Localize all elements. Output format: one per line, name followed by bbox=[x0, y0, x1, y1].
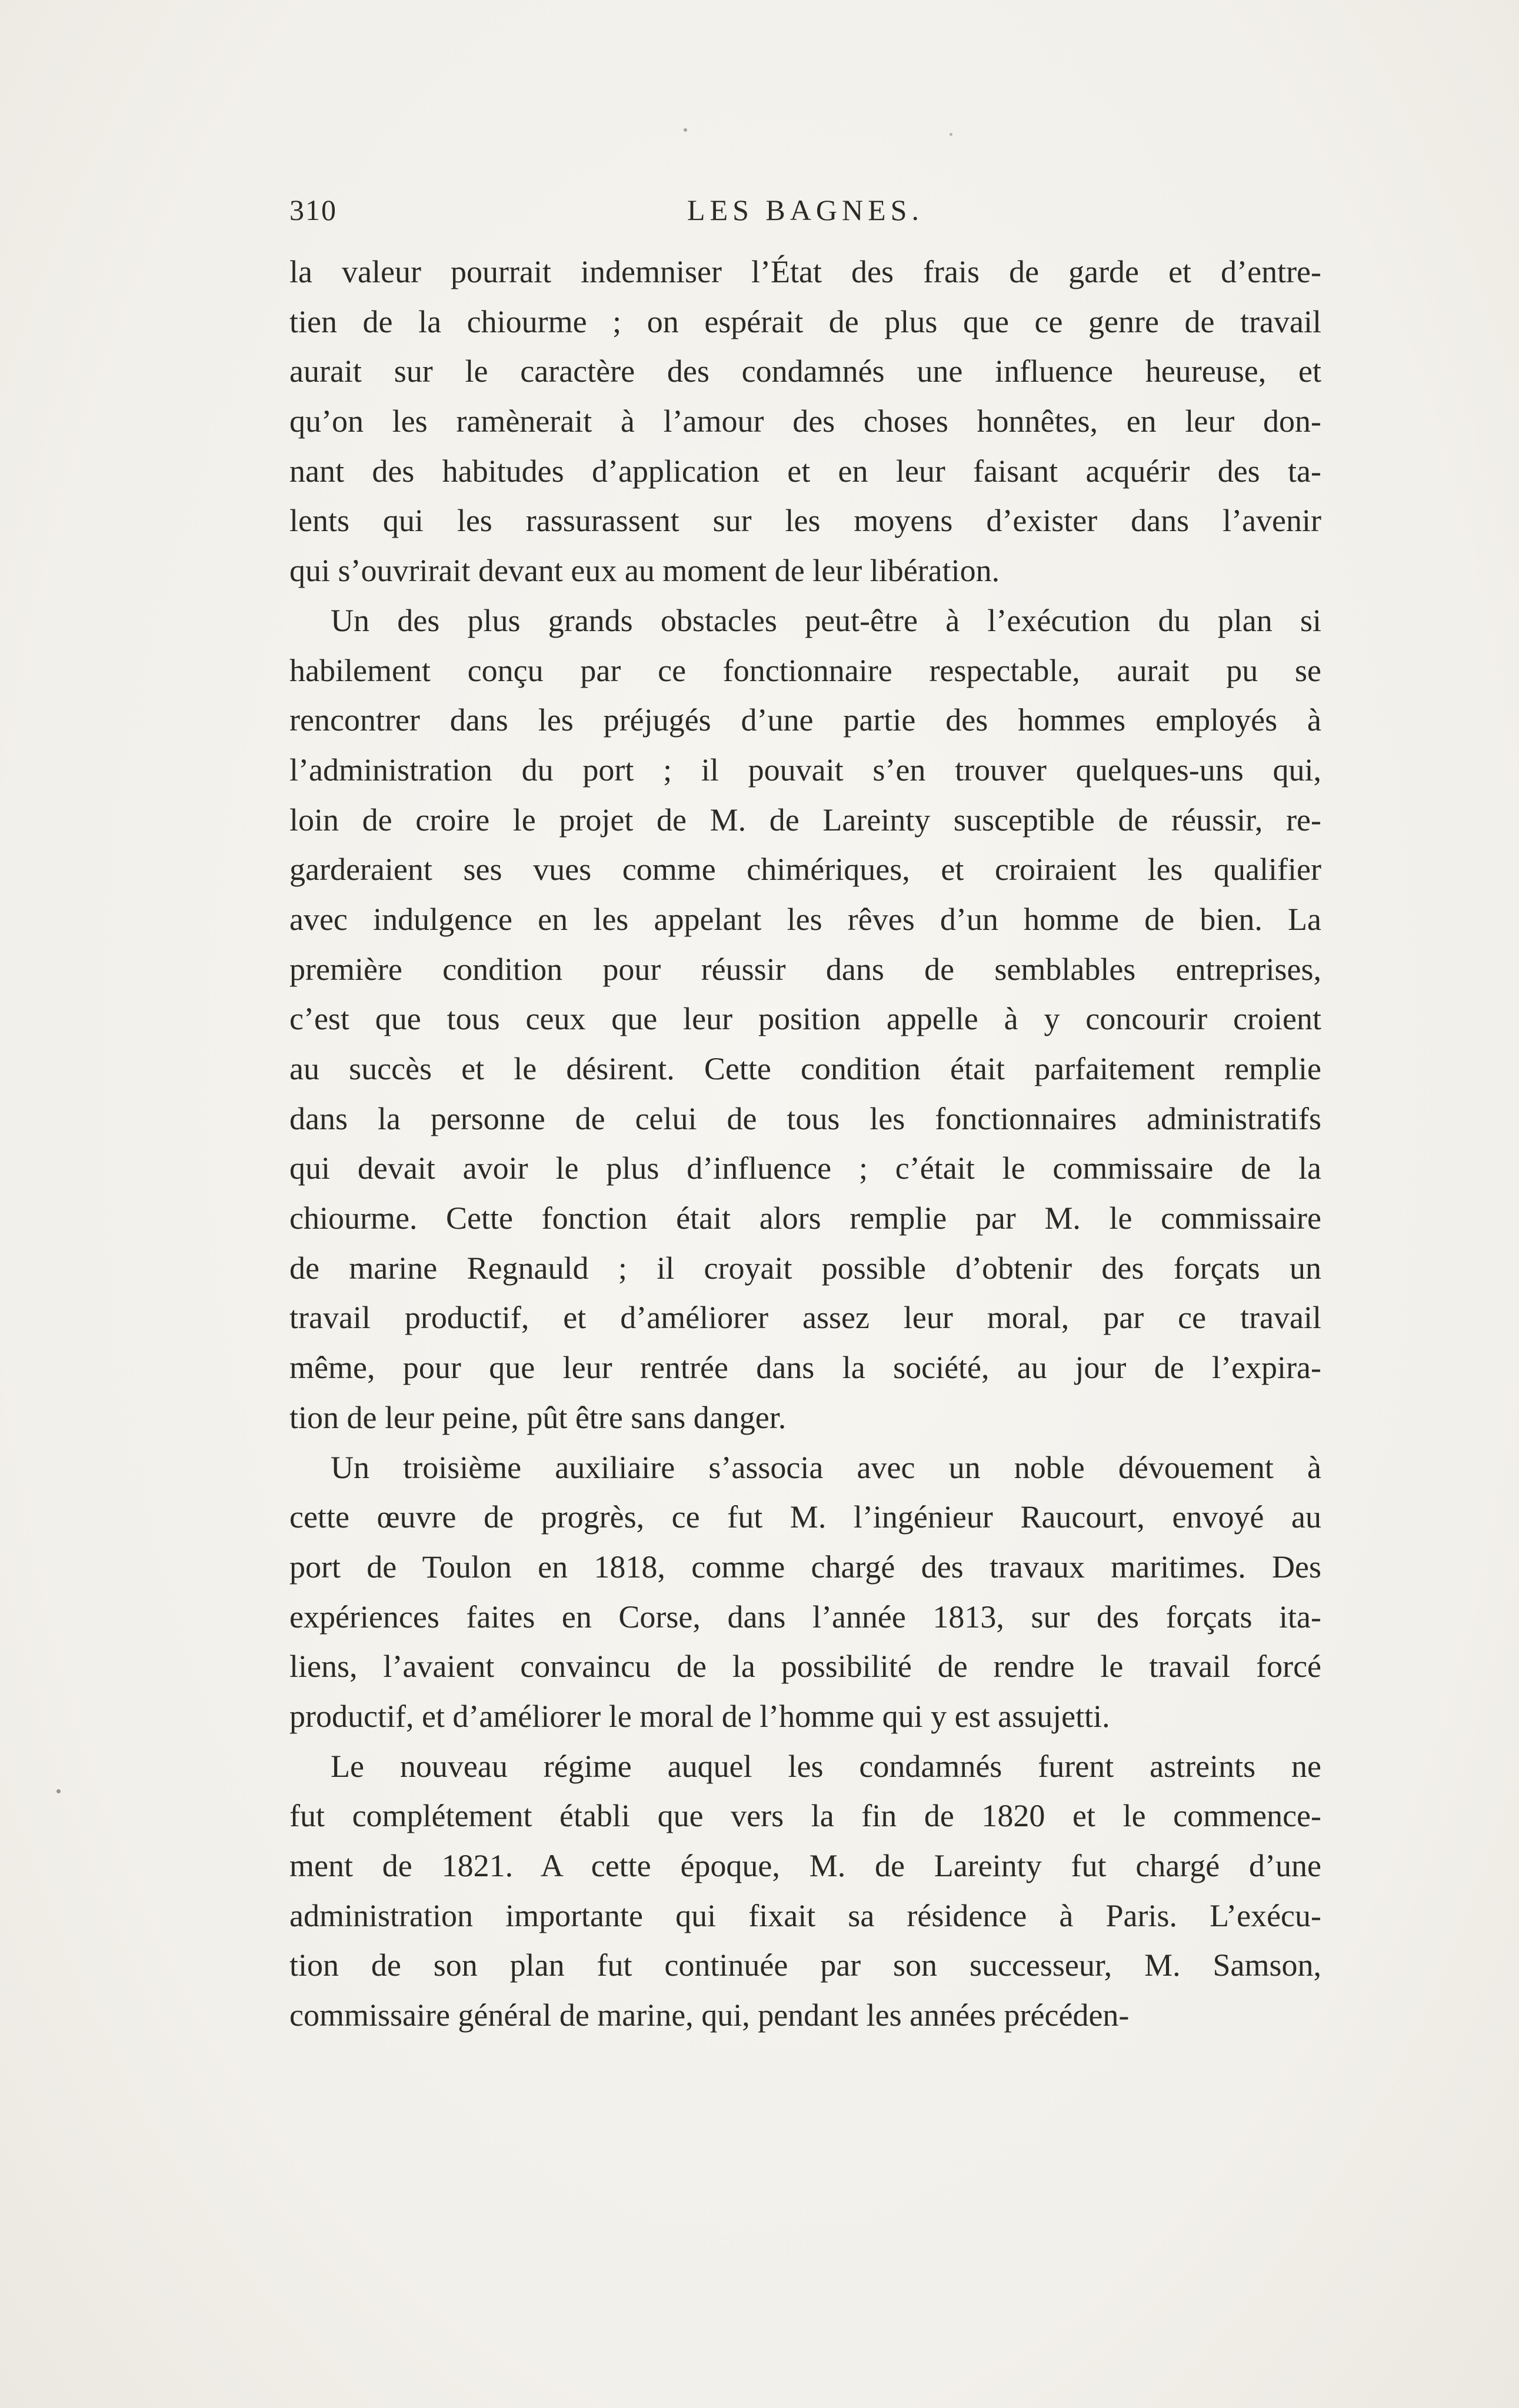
text-line: nant des habitudes d’application et en leur faisant acquérir des ta- bbox=[289, 453, 1321, 489]
text-line: au succès et le désirent. Cette condition était parfaitement remplie bbox=[289, 1051, 1321, 1086]
text-line: la valeur pourrait indemniser l’État des frais de garde et d’entre- bbox=[289, 254, 1321, 289]
text-line: commissaire général de marine, qui, pendant les années précéden- bbox=[289, 1997, 1130, 2033]
text-line: lents qui les rassurassent sur les moyens d’exister dans l’avenir bbox=[289, 503, 1321, 539]
text-line: fut complétement établi que vers la fin de 1820 et le commence- bbox=[289, 1798, 1321, 1834]
text-line: avec indulgence en les appelant les rêves d’un homme de bien. La bbox=[289, 901, 1321, 937]
text-line: garderaient ses vues comme chimériques, et croiraient les qualifier bbox=[289, 852, 1321, 888]
text-line: expériences faites en Corse, dans l’année 1813, sur des forçats ita- bbox=[289, 1599, 1321, 1635]
text-line: tien de la chiourme ; on espérait de plus que ce genre de travail bbox=[289, 303, 1321, 339]
text-line: qui s’ouvrirait devant eux au moment de leur libération. bbox=[289, 553, 1000, 589]
text-line: tion de leur peine, pût être sans danger. bbox=[289, 1399, 787, 1435]
text-line: rencontrer dans les préjugés d’une partie des hommes employés à bbox=[289, 702, 1321, 738]
body-text bbox=[289, 247, 1321, 2040]
page-header bbox=[289, 193, 1321, 240]
text-line: chiourme. Cette fonction était alors remplie par M. le commissaire bbox=[289, 1200, 1321, 1236]
text-line: habilement conçu par ce fonctionnaire respectable, aurait pu se bbox=[289, 652, 1321, 688]
ink-speck bbox=[950, 133, 952, 136]
text-line: liens, l’avaient convaincu de la possibilité de rendre le travail forcé bbox=[289, 1649, 1321, 1685]
text-line: loin de croire le projet de M. de Lareinty susceptible de réussir, re- bbox=[289, 802, 1321, 838]
ink-speck bbox=[684, 128, 687, 132]
text-line: c’est que tous ceux que leur position appelle à y concourir croient bbox=[289, 1001, 1321, 1037]
text-line: port de Toulon en 1818, comme chargé des travaux maritimes. Des bbox=[289, 1549, 1321, 1585]
text-line: l’administration du port ; il pouvait s’en trouver quelques-uns qui, bbox=[289, 752, 1321, 788]
text-line: administration importante qui fixait sa résidence à Paris. L’exécu- bbox=[289, 1897, 1321, 1933]
text-line: ment de 1821. A cette époque, M. de Lareinty fut chargé d’une bbox=[289, 1848, 1321, 1883]
page-number: 310 bbox=[289, 194, 337, 226]
text-line: Le nouveau régime auquel les condamnés furent astreints ne bbox=[331, 1748, 1321, 1784]
text-line: productif, et d’améliorer le moral de l’homme qui y est assujetti. bbox=[289, 1698, 1110, 1734]
text-line: même, pour que leur rentrée dans la société, au jour de l’expira- bbox=[289, 1350, 1321, 1386]
text-line: cette œuvre de progrès, ce fut M. l’ingénieur Raucourt, envoyé au bbox=[289, 1499, 1321, 1535]
text-line: tion de son plan fut continuée par son successeur, M. Samson, bbox=[289, 1947, 1321, 1983]
text-line: Un troisième auxiliaire s’associa avec un noble dévouement à bbox=[331, 1449, 1321, 1485]
ink-speck bbox=[56, 1789, 61, 1793]
text-line: première condition pour réussir dans de semblables entreprises, bbox=[289, 951, 1321, 987]
text-line: aurait sur le caractère des condamnés une influence heureuse, et bbox=[289, 353, 1321, 389]
running-title: LES BAGNES. bbox=[687, 194, 924, 226]
text-line: de marine Regnauld ; il croyait possible d’obtenir des forçats un bbox=[289, 1250, 1321, 1286]
text-line: Un des plus grands obstacles peut-être à l’exécution du plan si bbox=[331, 602, 1321, 638]
text-line: dans la personne de celui de tous les fonctionnaires administratifs bbox=[289, 1100, 1321, 1136]
text-line: qui devait avoir le plus d’influence ; c’était le commissaire de la bbox=[289, 1150, 1321, 1186]
text-line: travail productif, et d’améliorer assez leur moral, par ce travail bbox=[289, 1300, 1321, 1336]
text-line: qu’on les ramènerait à l’amour des choses honnêtes, en leur don- bbox=[289, 403, 1321, 439]
